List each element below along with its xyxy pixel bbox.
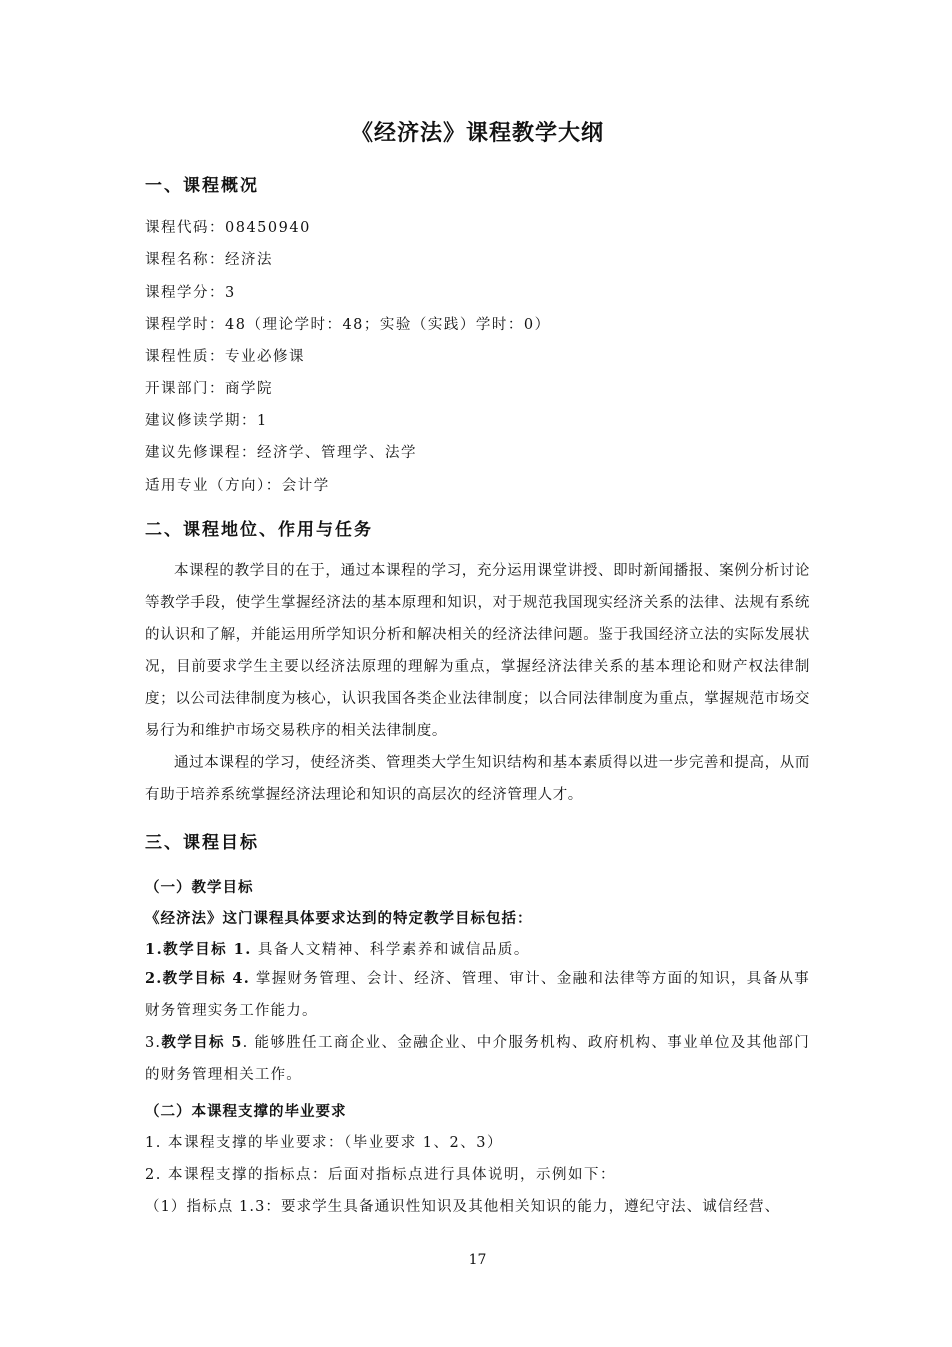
requirement-1: 1. 本课程支撑的毕业要求：（毕业要求 1、2、3） <box>145 1135 503 1151</box>
requirement-3: （1）指标点 1.3：要求学生具备通识性知识及其他相关知识的能力，遵纪守法、诚信经营、 <box>145 1199 781 1215</box>
goal-2-label: 2.教学目标 4. <box>145 970 250 987</box>
goal-3-label: 教学目标 5 <box>161 1034 243 1051</box>
subheading-graduation-requirements: （二）本课程支撑的毕业要求 <box>145 1103 347 1120</box>
requirement-2: 2. 本课程支撑的指标点：后面对指标点进行具体说明，示例如下： <box>145 1167 616 1183</box>
section-heading-goals: 三、课程目标 <box>145 833 259 853</box>
subheading-teaching-goals: （一）教学目标 <box>145 879 254 896</box>
section-heading-overview: 一、课程概况 <box>145 176 259 196</box>
course-hours: 课程学时：48（理论学时：48；实验（实践）学时：0） <box>145 317 551 333</box>
role-paragraph-1: 本课程的教学目的在于，通过本课程的学习，充分运用课堂讲授、即时新闻播报、案例分析讨论等教学手段，使学生掌握经济法的基本原理和知识，对于规范我国现实经济关系的法律、法规有系统的认识和了解，并能运用所学知识分析和解决相关的经济法律问题。鉴于我国经济立法的实际发展状况，目前要求学生主要以经济法原理的理解为重点，掌握经济法律关系的基本理论和财产权法律制度；以公司法律制度为核心，认识我国各类企业法律制度；以合同法律制度为重点，掌握规范市场交易行为和维护市场交易秩序的相关法律制度。 <box>145 563 810 739</box>
course-major: 适用专业（方向）：会计学 <box>145 478 330 494</box>
goal-3 <box>145 1027 810 1091</box>
goal-3-prefix: 3. <box>145 1035 162 1051</box>
goal-1-text: 具备人文精神、科学素养和诚信品质。 <box>251 942 530 958</box>
course-name: 课程名称：经济法 <box>145 252 273 268</box>
course-prerequisites: 建议先修课程：经济学、管理学、法学 <box>145 445 417 461</box>
page-number: 17 <box>468 1252 487 1268</box>
course-code: 课程代码：08450940 <box>145 220 311 236</box>
role-paragraph-2: 通过本课程的学习，使经济类、管理类大学生知识结构和基本素质得以进一步完善和提高，从而有助于培养系统掌握经济法理论和知识的高层次的经济管理人才。 <box>145 755 810 803</box>
goal-2 <box>145 963 810 1027</box>
goal-1-label: 1.教学目标 1. <box>145 941 252 958</box>
document-title: 《经济法》课程教学大纲 <box>350 120 604 146</box>
goal-2-text: 掌握财务管理、会计、经济、管理、审计、金融和法律等方面的知识，具备从事财务管理实务工作能力。 <box>145 971 810 1019</box>
section-heading-role: 二、课程地位、作用与任务 <box>145 520 373 540</box>
goals-intro: 《经济法》这门课程具体要求达到的特定教学目标包括： <box>145 910 533 927</box>
goal-3-text: . 能够胜任工商企业、金融企业、中介服务机构、政府机构、事业单位及其他部门的财务管理相关工作。 <box>145 1035 810 1083</box>
course-department: 开课部门：商学院 <box>145 381 273 397</box>
course-credits: 课程学分：3 <box>145 285 236 301</box>
goal-1 <box>145 938 530 959</box>
course-semester: 建议修读学期：1 <box>145 413 268 429</box>
course-type: 课程性质：专业必修课 <box>145 349 305 365</box>
